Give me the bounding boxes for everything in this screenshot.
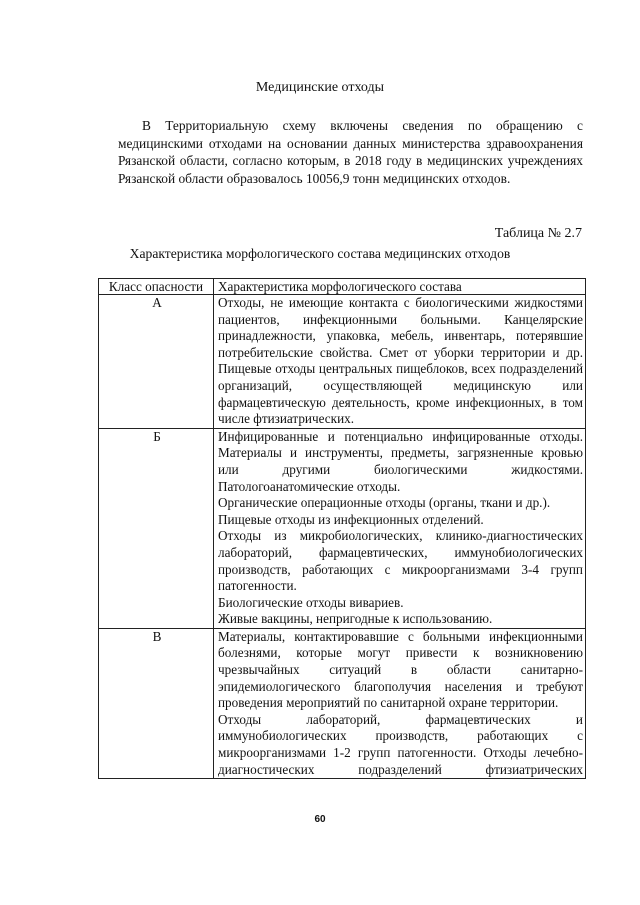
page-number: 60 (314, 814, 326, 825)
table-number: Таблица № 2.7 (494, 226, 582, 241)
morphology-cell (214, 295, 586, 429)
morphology-paragraph: Пищевые отходы из инфекционных отделений. (218, 511, 484, 527)
morphology-paragraph: Живые вакцины, непригодные к использованию. (218, 611, 493, 627)
table-row (99, 295, 586, 429)
hazard-class-cell: В (99, 628, 214, 778)
section-heading: Медицинские отходы (255, 80, 385, 95)
table-caption: Характеристика морфологического состава медицинских отходов (129, 246, 511, 261)
table-row (99, 428, 586, 628)
morphology-paragraph: Отходы из микробиологических, клинико-диагностических лабораторий, фармацевтических, иммунобиологических производств, работающих с микроорганизмами 3-4 групп патогенности. (218, 528, 583, 594)
morphology-cell (214, 428, 586, 628)
table-row (99, 628, 586, 778)
header-hazard-class: Класс опасности (99, 279, 214, 295)
morphology-paragraph: Материалы, контактировавшие с больными инфекционными болезнями, которые могут привести к возникновению чрезвычайных ситуаций в области санитарно- эпидемиологического благополучия населения и требуют проведения мероприятий по санитарной охране территории. (218, 628, 583, 711)
intro-paragraph: В Территориальную схему включены сведения по обращению с медицинскими отходами на основании данных министерства здравоохранения Рязанской области, согласно которым, в 2018 году в медицинских учреждениях Рязанской области образовалось 10056,9 тонн медицинских отходов. (118, 118, 583, 186)
morphology-paragraph: Отходы, не имеющие контакта с биологическими жидкостями пациентов, инфекционными больными. Канцелярские принадлежности, упаковка, мебель, инвентарь, потерявшие потребительские свойства. Смет от уборки территории и др. Пищевые отходы центральных пищеблоков, всех подразделений организаций, осуществляющей медицинскую или фармацевтическую деятельность, кроме инфекционных, в том числе фтизиатрических. (218, 295, 583, 427)
hazard-class-cell: А (99, 295, 214, 429)
morphology-paragraph: Биологические отходы вивариев. (218, 594, 404, 610)
morphology-paragraph: Отходы лабораторий, фармацевтических и иммунобиологических производств, работающих с микроорганизмами 1-2 групп патогенности. Отходы лечебно-диагностических подразделений фтизиатрических (218, 711, 583, 777)
morphology-cell (214, 628, 586, 778)
header-morphology: Характеристика морфологического состава (214, 279, 586, 295)
morphology-paragraph: Инфицированные и потенциально инфицированные отходы. Материалы и инструменты, предметы, загрязненные кровью или другими биологическими жидкостями. Патологоанатомические отходы. (218, 428, 583, 494)
morphology-table (98, 278, 586, 779)
hazard-class-cell: Б (99, 428, 214, 628)
morphology-paragraph: Органические операционные отходы (органы, ткани и др.). (218, 495, 551, 511)
table-header-row (99, 279, 586, 295)
